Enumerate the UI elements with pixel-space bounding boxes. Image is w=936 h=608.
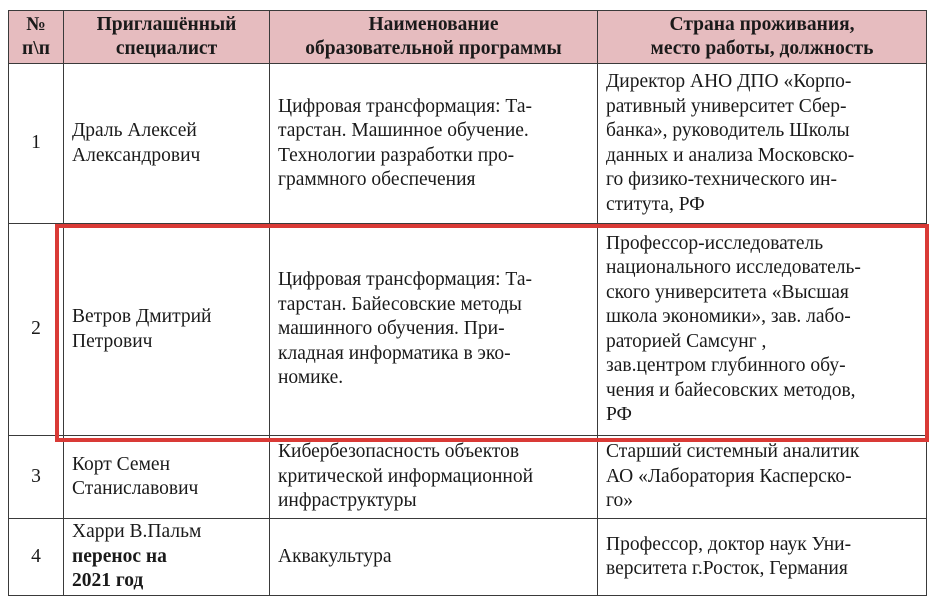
- place-line: Старший системный аналитик: [606, 441, 860, 463]
- place-of-work: [598, 64, 927, 224]
- program-line: критической информационной: [278, 465, 534, 487]
- name-line: Петрович: [72, 330, 153, 352]
- name-line: Станиславович: [72, 478, 199, 499]
- program-name: [270, 224, 598, 436]
- program-line: Цифровая трансформация: Та-: [278, 95, 533, 117]
- place-line: данных и анализа Московско-: [606, 144, 855, 166]
- header-program: [270, 11, 598, 64]
- invited-specialists-table: [8, 10, 927, 596]
- place-line: верситета г.Росток, Германия: [606, 558, 848, 579]
- place-line: чения и байесовских методов,: [606, 379, 856, 401]
- header-text: специалист: [115, 38, 218, 59]
- place-line: АО «Лаборатория Касперско-: [606, 465, 852, 487]
- table-row-highlighted: [9, 224, 927, 436]
- name-line: Александрович: [72, 144, 201, 166]
- place-line: Профессор, доктор наук Уни-: [606, 533, 852, 555]
- program-name: [270, 519, 598, 596]
- place-line: ститута, РФ: [606, 193, 705, 215]
- program-line: Кибербезопасность объектов: [278, 441, 520, 463]
- specialist-name: [64, 224, 270, 436]
- place-line: зав.центром глубинного обу-: [606, 355, 846, 376]
- program-name: [270, 436, 598, 519]
- program-line: Цифровая трансформация: Та-: [278, 269, 533, 291]
- place-of-work: [598, 224, 927, 436]
- place-line: национального исследователь-: [606, 257, 861, 278]
- program-line: номике.: [278, 367, 344, 389]
- postponed-note: 2021 год: [72, 570, 144, 592]
- place-line: Директор АНО ДПО «Корпо-: [606, 71, 852, 92]
- row-number: 2: [9, 224, 64, 436]
- program-line: тарстан. Байесовские методы: [278, 293, 522, 315]
- header-text: п\п: [22, 38, 50, 59]
- program-line: машинного обучения. При-: [278, 318, 505, 340]
- program-name: [270, 64, 598, 224]
- row-number: 4: [9, 519, 64, 596]
- name-line: Драль Алексей: [72, 120, 197, 141]
- place-line: ского университета «Высшая: [606, 281, 849, 303]
- name-line: Корт Семен: [72, 453, 171, 475]
- place-line: РФ: [606, 404, 632, 425]
- header-place: [598, 11, 927, 64]
- program-line: кладная информатика в эко-: [278, 342, 511, 364]
- table-row: [9, 64, 927, 224]
- place-line: банка», руководитель Школы: [606, 120, 850, 141]
- place-line: ративный университет Сбер-: [606, 95, 847, 117]
- table-header-row: [9, 11, 927, 64]
- place-of-work: [598, 436, 927, 519]
- table-row: [9, 436, 927, 519]
- header-number: [9, 11, 64, 64]
- program-line: тарстан. Машинное обучение.: [278, 120, 529, 141]
- name-line: Ветров Дмитрий: [72, 306, 212, 327]
- header-text: Наименование: [368, 14, 499, 35]
- header-text: Страна проживания,: [669, 14, 855, 35]
- header-text: №: [26, 14, 46, 35]
- place-line: Профессор-исследователь: [606, 232, 824, 254]
- program-line: Аквакультура: [278, 545, 392, 567]
- postponed-note: перенос на: [72, 545, 167, 567]
- header-text: Приглашённый: [96, 14, 237, 35]
- place-line: раторией Самсунг ,: [606, 330, 767, 352]
- header-text: место работы, должность: [650, 38, 874, 59]
- place-line: го физико-технического ин-: [606, 169, 837, 190]
- program-line: инфраструктуры: [278, 490, 417, 512]
- place-line: школа экономики», зав. лабо-: [606, 306, 851, 327]
- program-line: граммного обеспечения: [278, 169, 476, 190]
- row-number: 3: [9, 436, 64, 519]
- specialist-name: [64, 436, 270, 519]
- header-specialist: [64, 11, 270, 64]
- row-number: 1: [9, 64, 64, 224]
- specialist-name: [64, 519, 270, 596]
- specialist-name: [64, 64, 270, 224]
- place-line: го»: [606, 490, 634, 512]
- place-of-work: [598, 519, 927, 596]
- program-line: Технологии разработки про-: [278, 144, 515, 166]
- name-line: Харри В.Пальм: [72, 521, 202, 543]
- table-row: [9, 519, 927, 596]
- header-text: образовательной программы: [305, 38, 562, 59]
